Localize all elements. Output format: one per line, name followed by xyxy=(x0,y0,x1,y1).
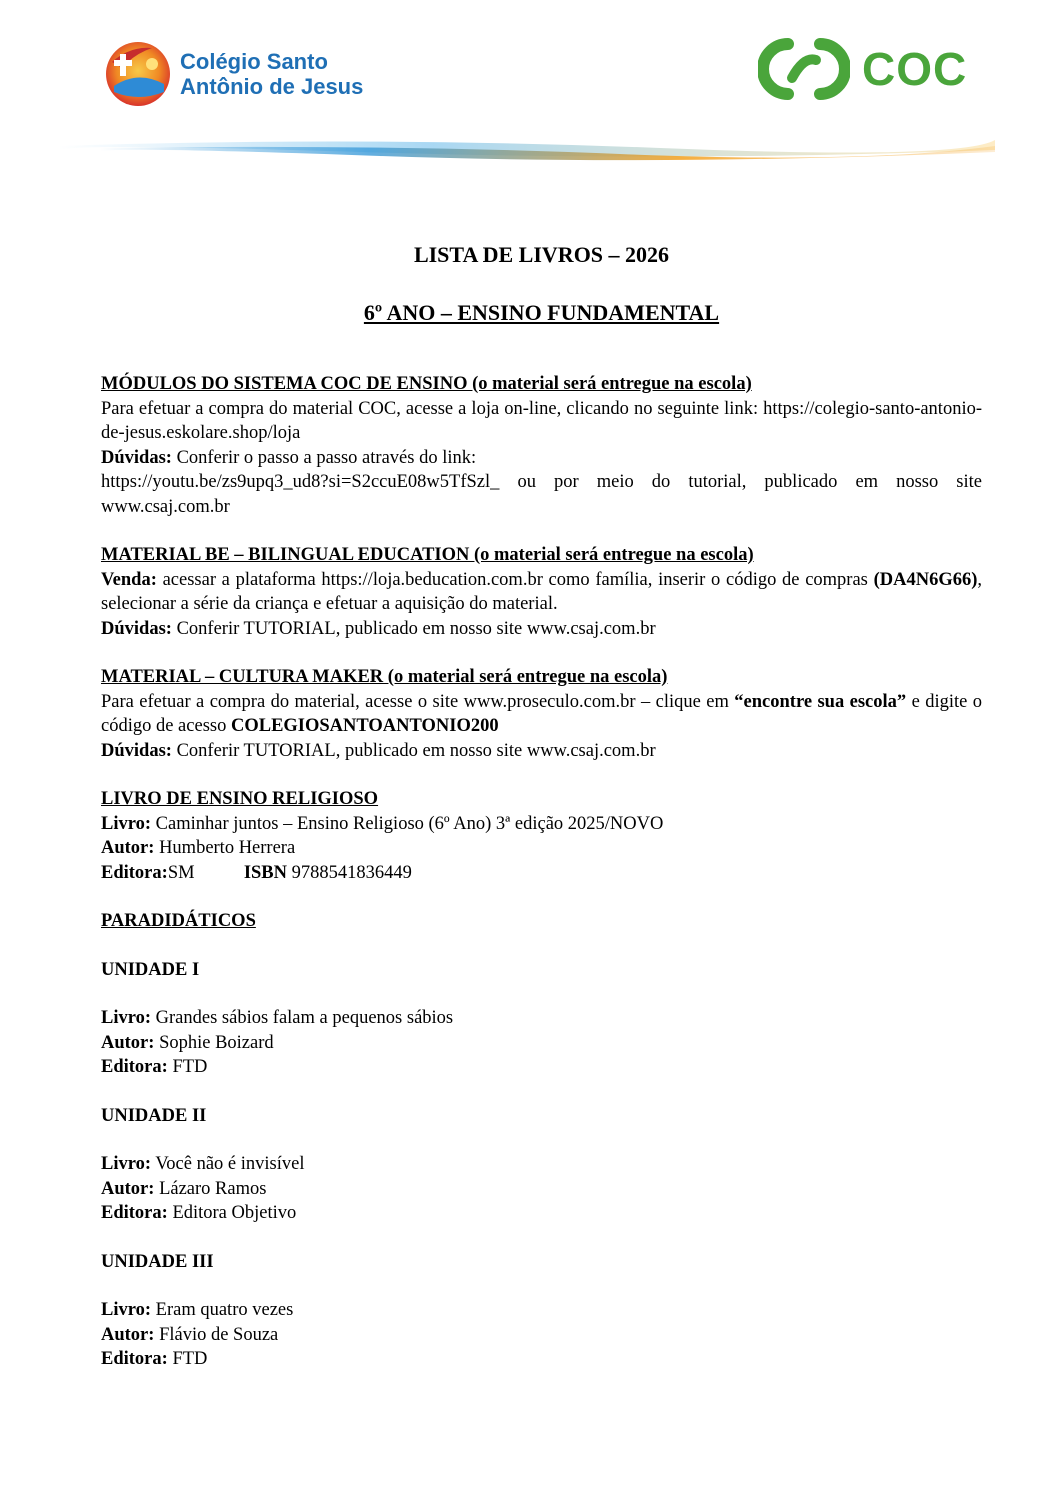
be-heading: MATERIAL BE – BILINGUAL EDUCATION (o material será entregue na escola) xyxy=(101,545,754,565)
coc-tutorial-link[interactable]: https://youtu.be/zs9upq3_ud8?si=S2ccuE08w5TfSzl_ ou por meio do tutorial, publicado em nosso site www.csaj.com.br xyxy=(101,472,982,517)
unit-block xyxy=(101,1104,982,1226)
school-name-line1: Colégio Santo xyxy=(180,49,328,74)
religioso-heading: LIVRO DE ENSINO RELIGIOSO xyxy=(101,789,379,809)
coc-doubts-text: Conferir o passo a passo através do link: xyxy=(171,447,477,468)
unit-publisher: Editora Objetivo xyxy=(167,1203,297,1223)
unit-publisher-label: Editora: xyxy=(101,1057,168,1077)
maker-text2: e digite o código de acesso xyxy=(101,691,982,736)
maker-heading: MATERIAL – CULTURA MAKER (o material será entregue na escola) xyxy=(101,667,668,687)
school-emblem-icon xyxy=(104,40,172,108)
unit-book-label: Livro: xyxy=(101,1300,152,1320)
be-sale-text2: , selecionar a série da criança e efetuar a aquisição do material. xyxy=(101,569,982,614)
unit-book-label: Livro: xyxy=(101,1154,152,1174)
religioso-book: Caminhar juntos – Ensino Religioso (6º Ano) 3ª edição 2025/NOVO xyxy=(151,813,664,834)
section-be xyxy=(101,543,982,641)
paradidaticos-heading: PARADIDÁTICOS xyxy=(101,911,256,931)
maker-text1: Para efetuar a compra do material, acesse o site www.proseculo.com.br – clique em xyxy=(101,691,735,712)
school-name-line2: Antônio de Jesus xyxy=(180,74,364,99)
section-maker xyxy=(101,665,982,763)
unit-title: UNIDADE I xyxy=(101,959,200,980)
coc-heading: MÓDULOS DO SISTEMA COC DE ENSINO (o material será entregue na escola) xyxy=(101,374,752,394)
section-religioso xyxy=(101,787,982,885)
unit-author: Lázaro Ramos xyxy=(154,1178,267,1199)
unit-publisher: FTD xyxy=(167,1057,208,1077)
religioso-author-label: Autor: xyxy=(101,838,155,858)
religioso-author: Humberto Herrera xyxy=(154,838,296,858)
unit-book: Eram quatro vezes xyxy=(151,1300,294,1320)
religioso-publisher: SM xyxy=(167,862,195,883)
document-content xyxy=(101,240,982,1372)
list-title: LISTA DE LIVROS – 2026 xyxy=(413,242,670,267)
unit-author: Flávio de Souza xyxy=(154,1324,279,1345)
be-sale-text: acessar a plataforma https://loja.beducation.com.br como família, inserir o código de compras xyxy=(156,569,874,590)
be-doubts-text: Conferir TUTORIAL, publicado em nosso site www.csaj.com.br xyxy=(171,618,656,639)
unit-book-label: Livro: xyxy=(101,1008,152,1028)
coc-emblem-icon xyxy=(758,38,850,100)
be-sale-label: Venda: xyxy=(101,569,157,590)
religioso-book-label: Livro: xyxy=(101,813,152,834)
coc-logo xyxy=(758,38,967,100)
header-banner-swoosh xyxy=(60,126,995,170)
unit-publisher: FTD xyxy=(167,1349,208,1369)
unit-author-label: Autor: xyxy=(101,1178,155,1199)
section-paradidaticos xyxy=(101,909,982,1372)
coc-logo-text: COC xyxy=(862,43,968,95)
religioso-isbn-label: ISBN xyxy=(243,862,288,883)
unit-author-label: Autor: xyxy=(101,1324,155,1345)
section-coc xyxy=(101,372,982,519)
unit-block xyxy=(101,958,982,1080)
unit-book: Grandes sábios falam a pequenos sábios xyxy=(151,1008,454,1028)
unit-author: Sophie Boizard xyxy=(154,1032,274,1053)
maker-quote: “encontre sua escola” xyxy=(734,691,907,712)
maker-doubts-label: Dúvidas: xyxy=(101,740,172,761)
unit-block xyxy=(101,1250,982,1372)
religioso-isbn: 9788541836449 xyxy=(287,862,412,883)
unit-title: UNIDADE II xyxy=(101,1105,207,1126)
unit-author-label: Autor: xyxy=(101,1032,155,1053)
unit-title: UNIDADE III xyxy=(101,1251,214,1272)
be-doubts-label: Dúvidas: xyxy=(101,618,172,639)
unit-book: Você não é invisível xyxy=(151,1154,305,1174)
unit-publisher-label: Editora: xyxy=(101,1349,168,1369)
maker-access-code: COLEGIOSANTOANTONIO200 xyxy=(230,716,499,736)
school-logo xyxy=(104,40,363,108)
unit-publisher-label: Editora: xyxy=(101,1203,168,1223)
coc-text: Para efetuar a compra do material COC, acesse a loja on-line, clicando no seguinte link: https://colegio-santo-antonio-de-jesus.eskolare.shop/loja xyxy=(101,398,982,443)
religioso-publisher-label: Editora: xyxy=(101,862,168,883)
grade-subtitle: 6º ANO – ENSINO FUNDAMENTAL xyxy=(363,300,720,325)
coc-doubts-label: Dúvidas: xyxy=(101,447,172,468)
maker-doubts-text: Conferir TUTORIAL, publicado em nosso site www.csaj.com.br xyxy=(171,740,656,761)
be-purchase-code: (DA4N6G66) xyxy=(873,569,978,590)
